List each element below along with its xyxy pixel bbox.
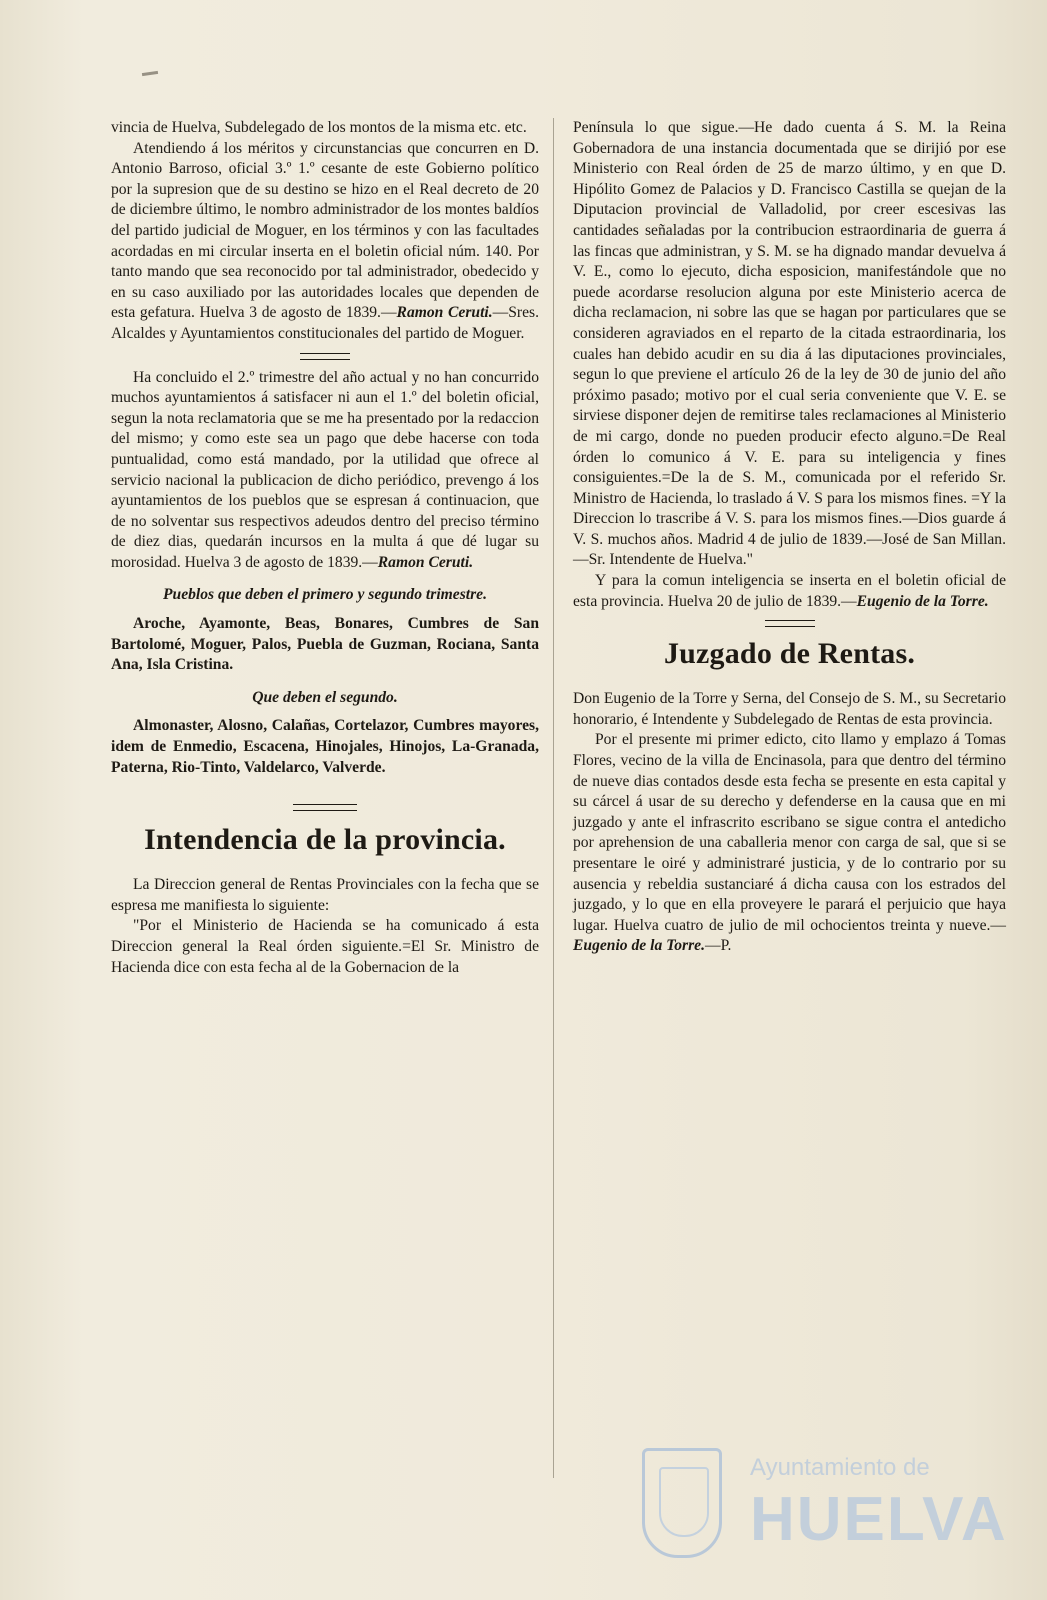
subheading-second: Que deben el segundo.: [252, 688, 398, 706]
coat-of-arms-icon: [642, 1448, 722, 1558]
right-column: [573, 118, 1006, 957]
watermark-line1: Ayuntamiento de: [750, 1454, 930, 1481]
paragraph-edicto: Por el presente mi primer edicto, cito llamo y emplazo á Tomas Flores, vecino de la villa de Encinasola, para que dentro del término de nueve dias contados desde esta fecha se presente en esta capital y su cárcel á usar de su derecho y defenderse en la causa que en mi juzgado y ante el infrascrito escribano se sigue contra el antedicho por aprehension de una caballeria menor con carga de sal, que si se presentare le oiré y administraré justicia, y de lo contrario por su ausencia y rebeldia sustanciaré á dicha causa con los estrados del juzgado, y lo que en ella proveyere le parará el perjuicio que haya lugar. Huelva cuatro de julio de mil ochocientos treinta y nueve.—Eugenio de la Torre.—P.: [573, 731, 1006, 955]
ink-mark: [142, 71, 158, 76]
paragraph-direccion: La Direccion general de Rentas Provinciales con la fecha que se espresa me manifiesta lo siguiente:: [111, 876, 539, 914]
signature: Eugenio de la Torre.: [856, 592, 989, 610]
watermark: [642, 1448, 1008, 1578]
towns-list-2: Almonaster, Alosno, Calañas, Cortelazor, Cumbres mayores, idem de Enmedio, Escacena, Hinojales, Hinojos, La-Granada, Paterna, Rio-Tinto, Valdelarco, Valverde.: [111, 717, 539, 776]
signature: Ramon Ceruti.: [396, 304, 493, 322]
paragraph-boletin-notice: Ha concluido el 2.º trimestre del año actual y no han concurrido muchos ayuntamientos á satisfacer ni aun el 1.º del boletin oficial, segun la nota reclamatoria que se me ha presentado por la redaccion del mismo; y como este sea un pago que debe hacerse con toda puntualidad, como está mandado, por la utilidad que ofrece al servicio nacional la publicacion de dicho periódico, prevengo á los ayuntamientos de los pueblos que se espresan á continuacion, que de no solventar sus respectivos adeudos dentro del preciso término de diez dias, quedarán incursos en la multa á que dé lugar su morosidad. Huelva 3 de agosto de 1839.—Ramon Ceruti.: [111, 368, 539, 571]
watermark-line2: HUELVA: [750, 1485, 1008, 1554]
paragraph-ministerio: "Por el Ministerio de Hacienda se ha comunicado á esta Direccion general la Real órden siguiente.=El Sr. Ministro de Hacienda dice con esta fecha al de la Gobernacion de la: [111, 917, 539, 976]
separator-rule: [300, 353, 350, 360]
separator-rule: [765, 620, 815, 627]
section-title-juzgado: Juzgado de Rentas.: [663, 637, 916, 671]
towns-list-1: Aroche, Ayamonte, Beas, Bonares, Cumbres de San Bartolomé, Moguer, Palos, Puebla de Guzman, Rociana, Santa Ana, Isla Cristina.: [111, 615, 539, 674]
paragraph-real-orden: Península lo que sigue.—He dado cuenta á S. M. la Reina Gobernadora de una instancia documentada que se dirijió por ese Ministerio con Real órden de 25 de marzo último, y en que D. Hipólito Gomez de Palacios y D. Francisco Castilla se quejan de la Diputacion provincial de Valladolid, por creer escesivas las cantidades señaladas por la contribucion estraordinaria de guerra á las fincas que administran, y S. M. se ha dignado mandar devuelva á V. E., como lo ejecuto, dicha esposicion, manifestándole que no puede acordarse resolucion alguna por este Ministerio acerca de dicha reclamacion, ni sobre las que se hagan por particulares que se consideren agraviados en el reparto de la citada estraordinaria, los cuales han debido acudir en su dia á las diputaciones provinciales, segun lo que previene el artículo 26 de la ley de 30 de junio del año próximo pasado; motivo por el cual seria conveniente que V. E. se sirviese disponer dejen de remitirse tales reclamaciones al Ministerio de mi cargo, donde no pueden producir efecto alguno.=De Real órden lo comunico á V. E. para su inteligencia y fines consiguientes.=De la de S. M., comunicada por el referido Sr. Ministro de Hacienda, lo traslado á V. S para los mismos fines. =Y la Direccion lo trascribe á V. S. para los mismos fines.—Dios guarde á V. S. muchos años. Madrid 4 de julio de 1839.—José de San Millan.—Sr. Intendente de Huelva.": [573, 119, 1006, 569]
paragraph-insertion: Y para la comun inteligencia se inserta en el boletin oficial de esta provincia. Huelva 20 de julio de 1839.—Eugenio de la Torre.: [573, 572, 1006, 610]
paragraph-appointment: Atendiendo á los méritos y circunstancias que concurren en D. Antonio Barroso, oficial 3.º 1.º cesante de este Gobierno político por la supresion que de su destino se hizo en el Real decreto de 20 de diciembre último, le nombro administrador de los montes baldíos del partido judicial de Moguer, en los términos y con las facultades acordadas en mi circular inserta en el boletin oficial núm. 140. Por tanto mando que sea reconocido por tal administrador, obedecido y en su caso auxiliado por las autoridades locales que dependen de esta gefatura. Huelva 3 de agosto de 1839.—Ramon Ceruti.—Sres. Alcaldes y Ayuntamientos constitucionales del partido de Moguer.: [111, 139, 539, 342]
section-title-intendencia: Intendencia de la provincia.: [144, 823, 506, 857]
signature: Ramon Ceruti.: [377, 553, 474, 571]
subheading-first-second: Pueblos que deben el primero y segundo trimestre.: [163, 586, 487, 604]
column-divider: [553, 118, 554, 1478]
paragraph-continuation: vincia de Huelva, Subdelegado de los montos de la misma etc. etc.: [111, 119, 527, 136]
signature: Eugenio de la Torre.: [573, 937, 705, 955]
left-column: [111, 118, 539, 978]
paragraph-intendente: Don Eugenio de la Torre y Serna, del Consejo de S. M., su Secretario honorario, é Intendente y Subdelegado de Rentas de esta provincia.: [573, 690, 1006, 728]
separator-rule: [293, 804, 357, 811]
